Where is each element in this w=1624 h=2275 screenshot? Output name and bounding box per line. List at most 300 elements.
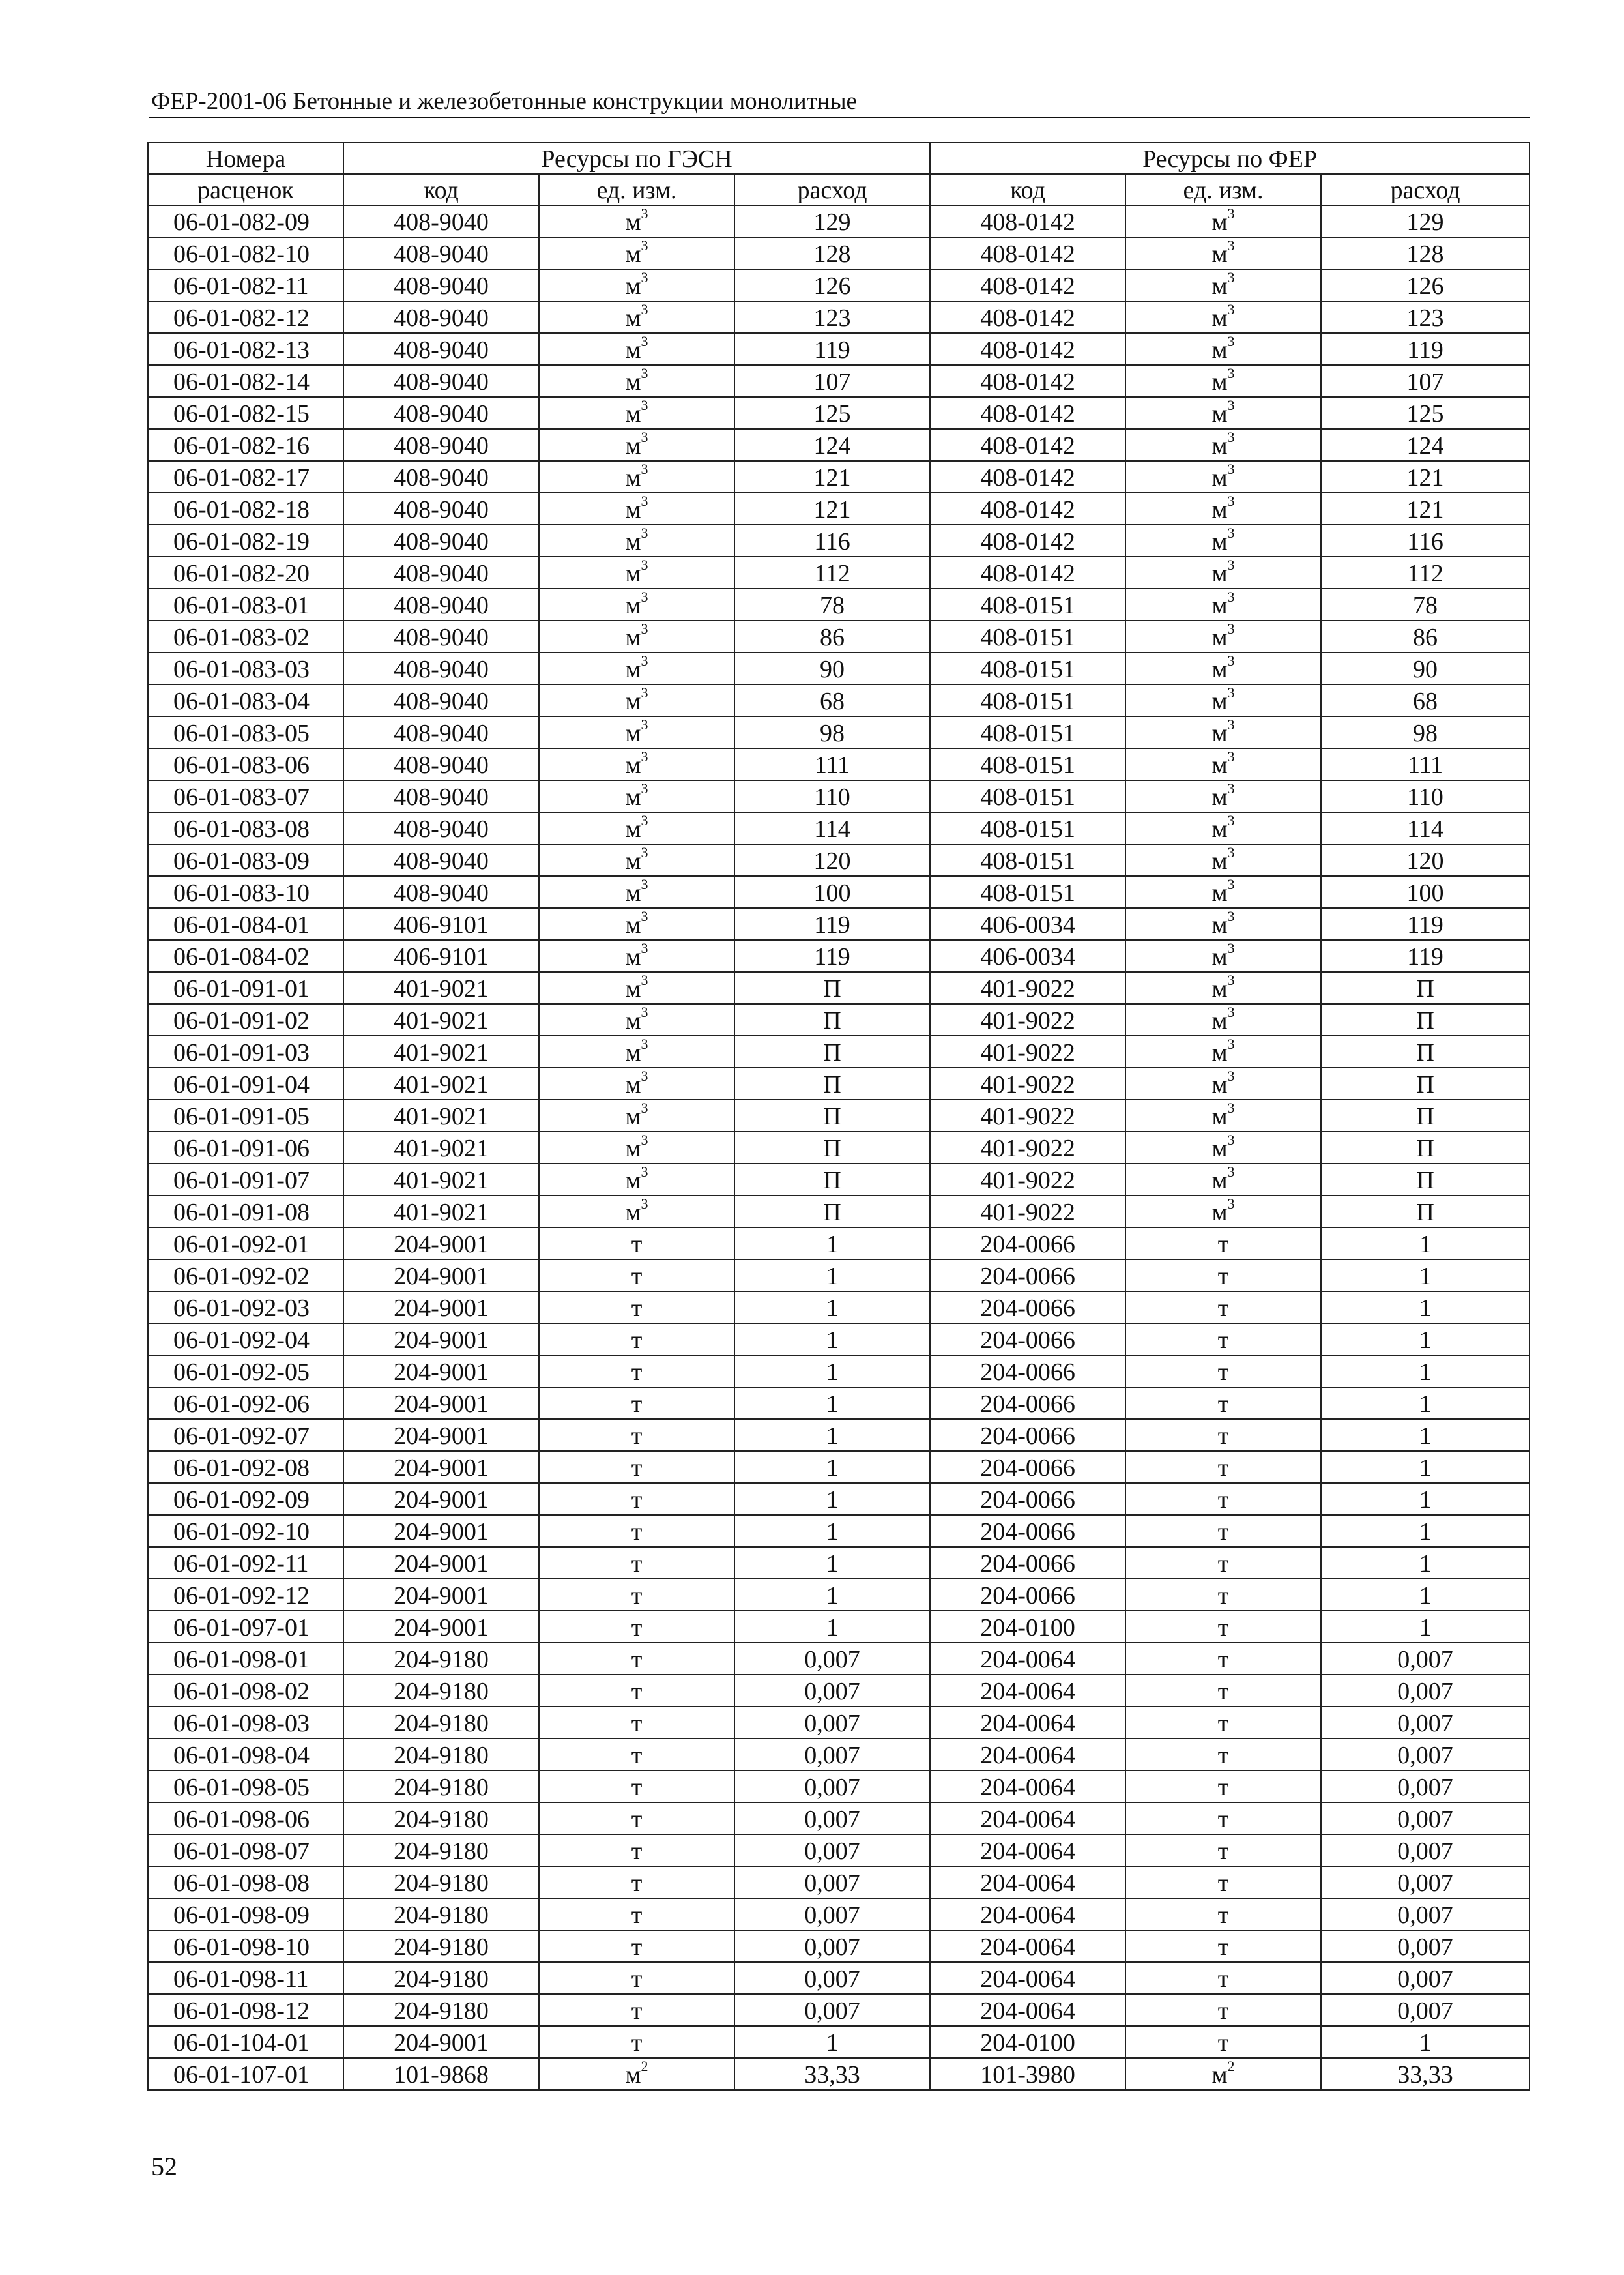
unit-exponent: 3 <box>1227 1164 1235 1181</box>
gesn-amount-cell: 121 <box>734 461 930 493</box>
unit-symbol: т <box>1217 1263 1229 1290</box>
unit-exponent: 3 <box>641 205 648 222</box>
rate-number-cell: 06-01-091-06 <box>148 1132 343 1164</box>
unit-symbol: м <box>1211 496 1228 523</box>
table-row <box>148 1068 1530 1100</box>
fer-code-cell: 204-0064 <box>930 1866 1125 1898</box>
gesn-code-cell: 204-9001 <box>343 1291 539 1323</box>
gesn-unit-cell <box>539 2058 734 2090</box>
table-row <box>148 1132 1530 1164</box>
gesn-unit-cell <box>539 780 734 812</box>
rate-number-cell: 06-01-091-08 <box>148 1196 343 1227</box>
gesn-amount-cell: 110 <box>734 780 930 812</box>
fer-unit-cell <box>1125 1547 1321 1579</box>
gesn-amount-cell: 119 <box>734 333 930 365</box>
unit-exponent: 3 <box>1227 429 1235 446</box>
unit-symbol: т <box>1217 1231 1229 1258</box>
fer-amount-cell: 1 <box>1321 1291 1530 1323</box>
header-rate-numbers-bottom: расценок <box>148 174 343 205</box>
gesn-unit-cell <box>539 1355 734 1387</box>
unit-exponent: 3 <box>641 812 648 829</box>
page-number: 52 <box>151 2152 177 2181</box>
unit-symbol: т <box>631 1454 643 1482</box>
unit-symbol: т <box>1217 1614 1229 1641</box>
fer-amount-cell: П <box>1321 1068 1530 1100</box>
unit-exponent: 3 <box>641 748 648 765</box>
gesn-unit-cell <box>539 653 734 684</box>
fer-amount-cell: 1 <box>1321 1227 1530 1259</box>
gesn-unit-cell <box>539 1323 734 1355</box>
gesn-code-cell: 204-9180 <box>343 1962 539 1994</box>
fer-unit-cell <box>1125 1898 1321 1930</box>
unit-symbol: м <box>1211 400 1228 428</box>
rate-number-cell: 06-01-083-08 <box>148 812 343 844</box>
fer-unit-cell <box>1125 653 1321 684</box>
gesn-amount-cell: П <box>734 1036 930 1068</box>
fer-amount-cell: 0,007 <box>1321 1994 1530 2026</box>
gesn-amount-cell: 121 <box>734 493 930 525</box>
table-body <box>148 205 1530 2090</box>
unit-symbol: т <box>1217 1870 1229 1897</box>
gesn-amount-cell: 100 <box>734 876 930 908</box>
unit-exponent: 3 <box>641 716 648 733</box>
rate-number-cell: 06-01-092-06 <box>148 1387 343 1419</box>
unit-exponent: 3 <box>1227 333 1235 350</box>
unit-symbol: т <box>631 1582 643 1609</box>
fer-unit-cell <box>1125 589 1321 621</box>
fer-unit-cell <box>1125 333 1321 365</box>
unit-symbol: м <box>625 847 641 875</box>
gesn-unit-cell <box>539 461 734 493</box>
gesn-amount-cell: 78 <box>734 589 930 621</box>
gesn-amount-cell: 86 <box>734 621 930 653</box>
fer-unit-cell <box>1125 237 1321 269</box>
fer-amount-cell: 0,007 <box>1321 1739 1530 1770</box>
gesn-code-cell: 204-9180 <box>343 1675 539 1707</box>
table-row <box>148 716 1530 748</box>
fer-unit-cell <box>1125 1866 1321 1898</box>
rate-number-cell: 06-01-082-09 <box>148 205 343 237</box>
unit-symbol: м <box>1211 464 1228 492</box>
gesn-unit-cell <box>539 1132 734 1164</box>
fer-code-cell: 408-0142 <box>930 397 1125 429</box>
header-fer-code: код <box>930 174 1125 205</box>
gesn-unit-cell <box>539 1227 734 1259</box>
header-fer-amount: расход <box>1321 174 1530 205</box>
unit-exponent: 3 <box>1227 525 1235 542</box>
fer-code-cell: 204-0064 <box>930 1675 1125 1707</box>
gesn-code-cell: 204-9001 <box>343 1483 539 1515</box>
table-row <box>148 684 1530 716</box>
unit-symbol: м <box>625 2061 641 2089</box>
gesn-code-cell: 401-9021 <box>343 1068 539 1100</box>
unit-symbol: т <box>631 1486 643 1514</box>
table-row <box>148 237 1530 269</box>
fer-amount-cell: 78 <box>1321 589 1530 621</box>
fer-unit-cell <box>1125 1387 1321 1419</box>
gesn-amount-cell: 111 <box>734 748 930 780</box>
unit-symbol: т <box>631 1710 643 1737</box>
unit-symbol: т <box>1217 1678 1229 1705</box>
gesn-code-cell: 204-9001 <box>343 1323 539 1355</box>
unit-symbol: м <box>1211 336 1228 364</box>
fer-code-cell: 408-0142 <box>930 525 1125 557</box>
fer-amount-cell: 119 <box>1321 940 1530 972</box>
gesn-unit-cell <box>539 333 734 365</box>
fer-amount-cell: 0,007 <box>1321 1962 1530 1994</box>
gesn-code-cell: 204-9001 <box>343 1547 539 1579</box>
fer-code-cell: 204-0066 <box>930 1291 1125 1323</box>
fer-unit-cell <box>1125 1579 1321 1611</box>
unit-symbol: м <box>1211 847 1228 875</box>
fer-unit-cell <box>1125 1227 1321 1259</box>
unit-exponent: 3 <box>641 621 648 638</box>
unit-symbol: т <box>1217 1838 1229 1865</box>
gesn-amount-cell: 129 <box>734 205 930 237</box>
gesn-code-cell: 408-9040 <box>343 333 539 365</box>
unit-exponent: 3 <box>1227 493 1235 510</box>
gesn-unit-cell <box>539 716 734 748</box>
fer-code-cell: 408-0151 <box>930 653 1125 684</box>
table-row <box>148 1387 1530 1419</box>
fer-unit-cell <box>1125 1419 1321 1451</box>
gesn-amount-cell: П <box>734 972 930 1004</box>
unit-symbol: т <box>631 1806 643 1833</box>
gesn-amount-cell: 1 <box>734 1227 930 1259</box>
fer-code-cell: 204-0064 <box>930 1962 1125 1994</box>
fer-unit-cell <box>1125 940 1321 972</box>
fer-unit-cell <box>1125 1355 1321 1387</box>
header-rate-numbers-top: Номера <box>148 143 343 174</box>
table-row <box>148 1004 1530 1036</box>
gesn-unit-cell <box>539 1036 734 1068</box>
rate-number-cell: 06-01-082-10 <box>148 237 343 269</box>
gesn-unit-cell <box>539 301 734 333</box>
fer-code-cell: 408-0142 <box>930 461 1125 493</box>
unit-symbol: м <box>625 241 641 268</box>
unit-symbol: т <box>1217 1965 1229 1993</box>
unit-symbol: т <box>1217 1486 1229 1514</box>
gesn-amount-cell: 1 <box>734 1419 930 1451</box>
gesn-code-cell: 204-9001 <box>343 1259 539 1291</box>
gesn-amount-cell: П <box>734 1132 930 1164</box>
fer-unit-cell <box>1125 1323 1321 1355</box>
fer-unit-cell <box>1125 812 1321 844</box>
rate-number-cell: 06-01-082-15 <box>148 397 343 429</box>
fer-code-cell: 204-0066 <box>930 1451 1125 1483</box>
gesn-code-cell: 408-9040 <box>343 748 539 780</box>
fer-unit-cell <box>1125 1068 1321 1100</box>
rate-number-cell: 06-01-082-14 <box>148 365 343 397</box>
unit-symbol: м <box>625 432 641 460</box>
fer-code-cell: 204-0066 <box>930 1355 1125 1387</box>
fer-code-cell: 408-0151 <box>930 716 1125 748</box>
unit-symbol: т <box>631 1678 643 1705</box>
table-row <box>148 1994 1530 2026</box>
unit-symbol: м <box>1211 656 1228 683</box>
gesn-amount-cell: 1 <box>734 1291 930 1323</box>
unit-exponent: 3 <box>641 1100 648 1117</box>
fer-code-cell: 406-0034 <box>930 908 1125 940</box>
gesn-code-cell: 408-9040 <box>343 301 539 333</box>
gesn-amount-cell: 0,007 <box>734 1930 930 1962</box>
unit-symbol: м <box>625 1071 641 1098</box>
unit-symbol: м <box>1211 752 1228 779</box>
fer-amount-cell: 1 <box>1321 1387 1530 1419</box>
unit-symbol: м <box>625 943 641 971</box>
fer-amount-cell: 98 <box>1321 716 1530 748</box>
unit-symbol: м <box>1211 879 1228 907</box>
gesn-code-cell: 401-9021 <box>343 1004 539 1036</box>
table-row <box>148 461 1530 493</box>
gesn-amount-cell: 1 <box>734 1451 930 1483</box>
table-row <box>148 1419 1530 1451</box>
rate-number-cell: 06-01-091-07 <box>148 1164 343 1196</box>
gesn-amount-cell: 68 <box>734 684 930 716</box>
rate-number-cell: 06-01-082-18 <box>148 493 343 525</box>
fer-code-cell: 401-9022 <box>930 1004 1125 1036</box>
gesn-code-cell: 408-9040 <box>343 205 539 237</box>
unit-symbol: т <box>1217 1710 1229 1737</box>
gesn-code-cell: 204-9180 <box>343 1739 539 1770</box>
fer-amount-cell: 119 <box>1321 908 1530 940</box>
table-row <box>148 1770 1530 1802</box>
gesn-unit-cell <box>539 1387 734 1419</box>
gesn-amount-cell: П <box>734 1196 930 1227</box>
gesn-amount-cell: 112 <box>734 557 930 589</box>
gesn-code-cell: 204-9001 <box>343 1515 539 1547</box>
unit-symbol: м <box>1211 1039 1228 1066</box>
rate-number-cell: 06-01-092-01 <box>148 1227 343 1259</box>
rate-number-cell: 06-01-098-09 <box>148 1898 343 1930</box>
unit-exponent: 3 <box>1227 1004 1235 1021</box>
unit-exponent: 3 <box>1227 557 1235 574</box>
fer-code-cell: 408-0142 <box>930 269 1125 301</box>
unit-symbol: т <box>631 1518 643 1546</box>
fer-amount-cell: 121 <box>1321 461 1530 493</box>
table-row <box>148 1962 1530 1994</box>
table-row <box>148 1739 1530 1770</box>
unit-symbol: т <box>1217 1358 1229 1386</box>
fer-amount-cell: 114 <box>1321 812 1530 844</box>
unit-symbol: т <box>631 1263 643 1290</box>
rate-number-cell: 06-01-091-01 <box>148 972 343 1004</box>
fer-code-cell: 204-0064 <box>930 1994 1125 2026</box>
gesn-unit-cell <box>539 1994 734 2026</box>
fer-amount-cell: 123 <box>1321 301 1530 333</box>
fer-amount-cell: 0,007 <box>1321 1802 1530 1834</box>
unit-exponent: 3 <box>641 1196 648 1212</box>
unit-symbol: т <box>1217 1295 1229 1322</box>
rate-number-cell: 06-01-083-06 <box>148 748 343 780</box>
unit-symbol: м <box>625 304 641 332</box>
gesn-code-cell: 204-9180 <box>343 1866 539 1898</box>
unit-symbol: м <box>625 1007 641 1035</box>
unit-exponent: 3 <box>641 301 648 318</box>
unit-exponent: 3 <box>1227 621 1235 638</box>
unit-exponent: 3 <box>641 684 648 701</box>
gesn-amount-cell: 1 <box>734 1387 930 1419</box>
gesn-code-cell: 204-9001 <box>343 2026 539 2058</box>
table-row <box>148 1451 1530 1483</box>
unit-exponent: 3 <box>1227 365 1235 382</box>
fer-unit-cell <box>1125 1164 1321 1196</box>
gesn-unit-cell <box>539 493 734 525</box>
fer-code-cell: 408-0151 <box>930 780 1125 812</box>
fer-amount-cell: 90 <box>1321 653 1530 684</box>
unit-symbol: т <box>631 1838 643 1865</box>
unit-symbol: т <box>1217 1742 1229 1769</box>
gesn-amount-cell: 0,007 <box>734 1739 930 1770</box>
unit-exponent: 3 <box>1227 397 1235 414</box>
fer-unit-cell <box>1125 1707 1321 1739</box>
fer-code-cell: 408-0142 <box>930 205 1125 237</box>
rate-number-cell: 06-01-092-11 <box>148 1547 343 1579</box>
header-gesn-code: код <box>343 174 539 205</box>
rate-number-cell: 06-01-083-04 <box>148 684 343 716</box>
gesn-amount-cell: 114 <box>734 812 930 844</box>
gesn-code-cell: 406-9101 <box>343 940 539 972</box>
fer-amount-cell: 1 <box>1321 1355 1530 1387</box>
gesn-amount-cell: 119 <box>734 908 930 940</box>
unit-symbol: м <box>625 624 641 651</box>
gesn-code-cell: 408-9040 <box>343 461 539 493</box>
fer-code-cell: 204-0066 <box>930 1323 1125 1355</box>
fer-amount-cell: 0,007 <box>1321 1834 1530 1866</box>
rate-number-cell: 06-01-098-06 <box>148 1802 343 1834</box>
unit-symbol: м <box>625 1135 641 1162</box>
fer-unit-cell <box>1125 1451 1321 1483</box>
gesn-amount-cell: 1 <box>734 1323 930 1355</box>
table-row <box>148 844 1530 876</box>
fer-unit-cell <box>1125 780 1321 812</box>
unit-exponent: 3 <box>1227 301 1235 318</box>
unit-symbol: м <box>625 464 641 492</box>
unit-symbol: т <box>631 1550 643 1578</box>
unit-exponent: 3 <box>1227 205 1235 222</box>
fer-code-cell: 204-0066 <box>930 1579 1125 1611</box>
unit-exponent: 3 <box>641 1036 648 1053</box>
fer-unit-cell <box>1125 1611 1321 1643</box>
gesn-amount-cell: 128 <box>734 237 930 269</box>
rate-number-cell: 06-01-092-02 <box>148 1259 343 1291</box>
table-row <box>148 1579 1530 1611</box>
unit-symbol: м <box>1211 1103 1228 1130</box>
gesn-code-cell: 401-9021 <box>343 1164 539 1196</box>
unit-exponent: 3 <box>1227 653 1235 669</box>
unit-exponent: 3 <box>641 1164 648 1181</box>
table-row <box>148 780 1530 812</box>
gesn-code-cell: 408-9040 <box>343 876 539 908</box>
unit-symbol: м <box>625 815 641 843</box>
gesn-unit-cell <box>539 557 734 589</box>
unit-symbol: м <box>625 1167 641 1194</box>
table-row <box>148 2026 1530 2058</box>
gesn-unit-cell <box>539 1259 734 1291</box>
gesn-code-cell: 204-9180 <box>343 1834 539 1866</box>
table-row <box>148 1834 1530 1866</box>
fer-unit-cell <box>1125 1036 1321 1068</box>
unit-symbol: м <box>625 911 641 939</box>
rate-number-cell: 06-01-083-01 <box>148 589 343 621</box>
fer-code-cell: 401-9022 <box>930 1068 1125 1100</box>
unit-exponent: 3 <box>641 653 648 669</box>
fer-code-cell: 401-9022 <box>930 1100 1125 1132</box>
table-row <box>148 1227 1530 1259</box>
rate-number-cell: 06-01-104-01 <box>148 2026 343 2058</box>
gesn-amount-cell: 1 <box>734 1611 930 1643</box>
fer-unit-cell <box>1125 1930 1321 1962</box>
unit-symbol: м <box>1211 688 1228 715</box>
gesn-unit-cell <box>539 237 734 269</box>
unit-symbol: м <box>1211 2061 1228 2089</box>
fer-unit-cell <box>1125 844 1321 876</box>
table-row <box>148 908 1530 940</box>
unit-exponent: 3 <box>641 365 648 382</box>
unit-symbol: м <box>1211 624 1228 651</box>
rate-number-cell: 06-01-092-03 <box>148 1291 343 1323</box>
fer-unit-cell <box>1125 2058 1321 2090</box>
fer-code-cell: 204-0064 <box>930 1707 1125 1739</box>
unit-symbol: м <box>1211 720 1228 747</box>
fer-amount-cell: 110 <box>1321 780 1530 812</box>
fer-unit-cell <box>1125 1643 1321 1675</box>
gesn-code-cell: 204-9180 <box>343 1643 539 1675</box>
gesn-code-cell: 401-9021 <box>343 1036 539 1068</box>
unit-symbol: м <box>625 560 641 587</box>
gesn-unit-cell <box>539 269 734 301</box>
rate-number-cell: 06-01-083-10 <box>148 876 343 908</box>
unit-exponent: 3 <box>641 269 648 286</box>
unit-symbol: т <box>631 1390 643 1418</box>
fer-unit-cell <box>1125 205 1321 237</box>
unit-symbol: м <box>1211 209 1228 236</box>
gesn-unit-cell <box>539 1004 734 1036</box>
unit-exponent: 3 <box>1227 812 1235 829</box>
unit-symbol: т <box>1217 1582 1229 1609</box>
rate-number-cell: 06-01-091-04 <box>148 1068 343 1100</box>
gesn-code-cell: 408-9040 <box>343 621 539 653</box>
fer-code-cell: 406-0034 <box>930 940 1125 972</box>
rate-number-cell: 06-01-092-05 <box>148 1355 343 1387</box>
table-row <box>148 557 1530 589</box>
gesn-amount-cell: 0,007 <box>734 1898 930 1930</box>
unit-exponent: 3 <box>1227 940 1235 957</box>
fer-code-cell: 408-0151 <box>930 844 1125 876</box>
gesn-unit-cell <box>539 1068 734 1100</box>
unit-symbol: м <box>625 1039 641 1066</box>
table-row <box>148 429 1530 461</box>
table-row <box>148 1802 1530 1834</box>
gesn-code-cell: 401-9021 <box>343 1196 539 1227</box>
table-row <box>148 1323 1530 1355</box>
rate-number-cell: 06-01-082-16 <box>148 429 343 461</box>
unit-symbol: т <box>1217 1774 1229 1801</box>
unit-symbol: м <box>1211 815 1228 843</box>
fer-code-cell: 204-0066 <box>930 1419 1125 1451</box>
unit-exponent: 3 <box>641 908 648 925</box>
gesn-amount-cell: 0,007 <box>734 1643 930 1675</box>
gesn-unit-cell <box>539 1739 734 1770</box>
unit-symbol: т <box>631 1997 643 2025</box>
unit-symbol: м <box>625 1103 641 1130</box>
fer-amount-cell: 0,007 <box>1321 1675 1530 1707</box>
fer-unit-cell <box>1125 1259 1321 1291</box>
fer-unit-cell <box>1125 908 1321 940</box>
table-row <box>148 269 1530 301</box>
gesn-amount-cell: 107 <box>734 365 930 397</box>
unit-symbol: м <box>625 752 641 779</box>
